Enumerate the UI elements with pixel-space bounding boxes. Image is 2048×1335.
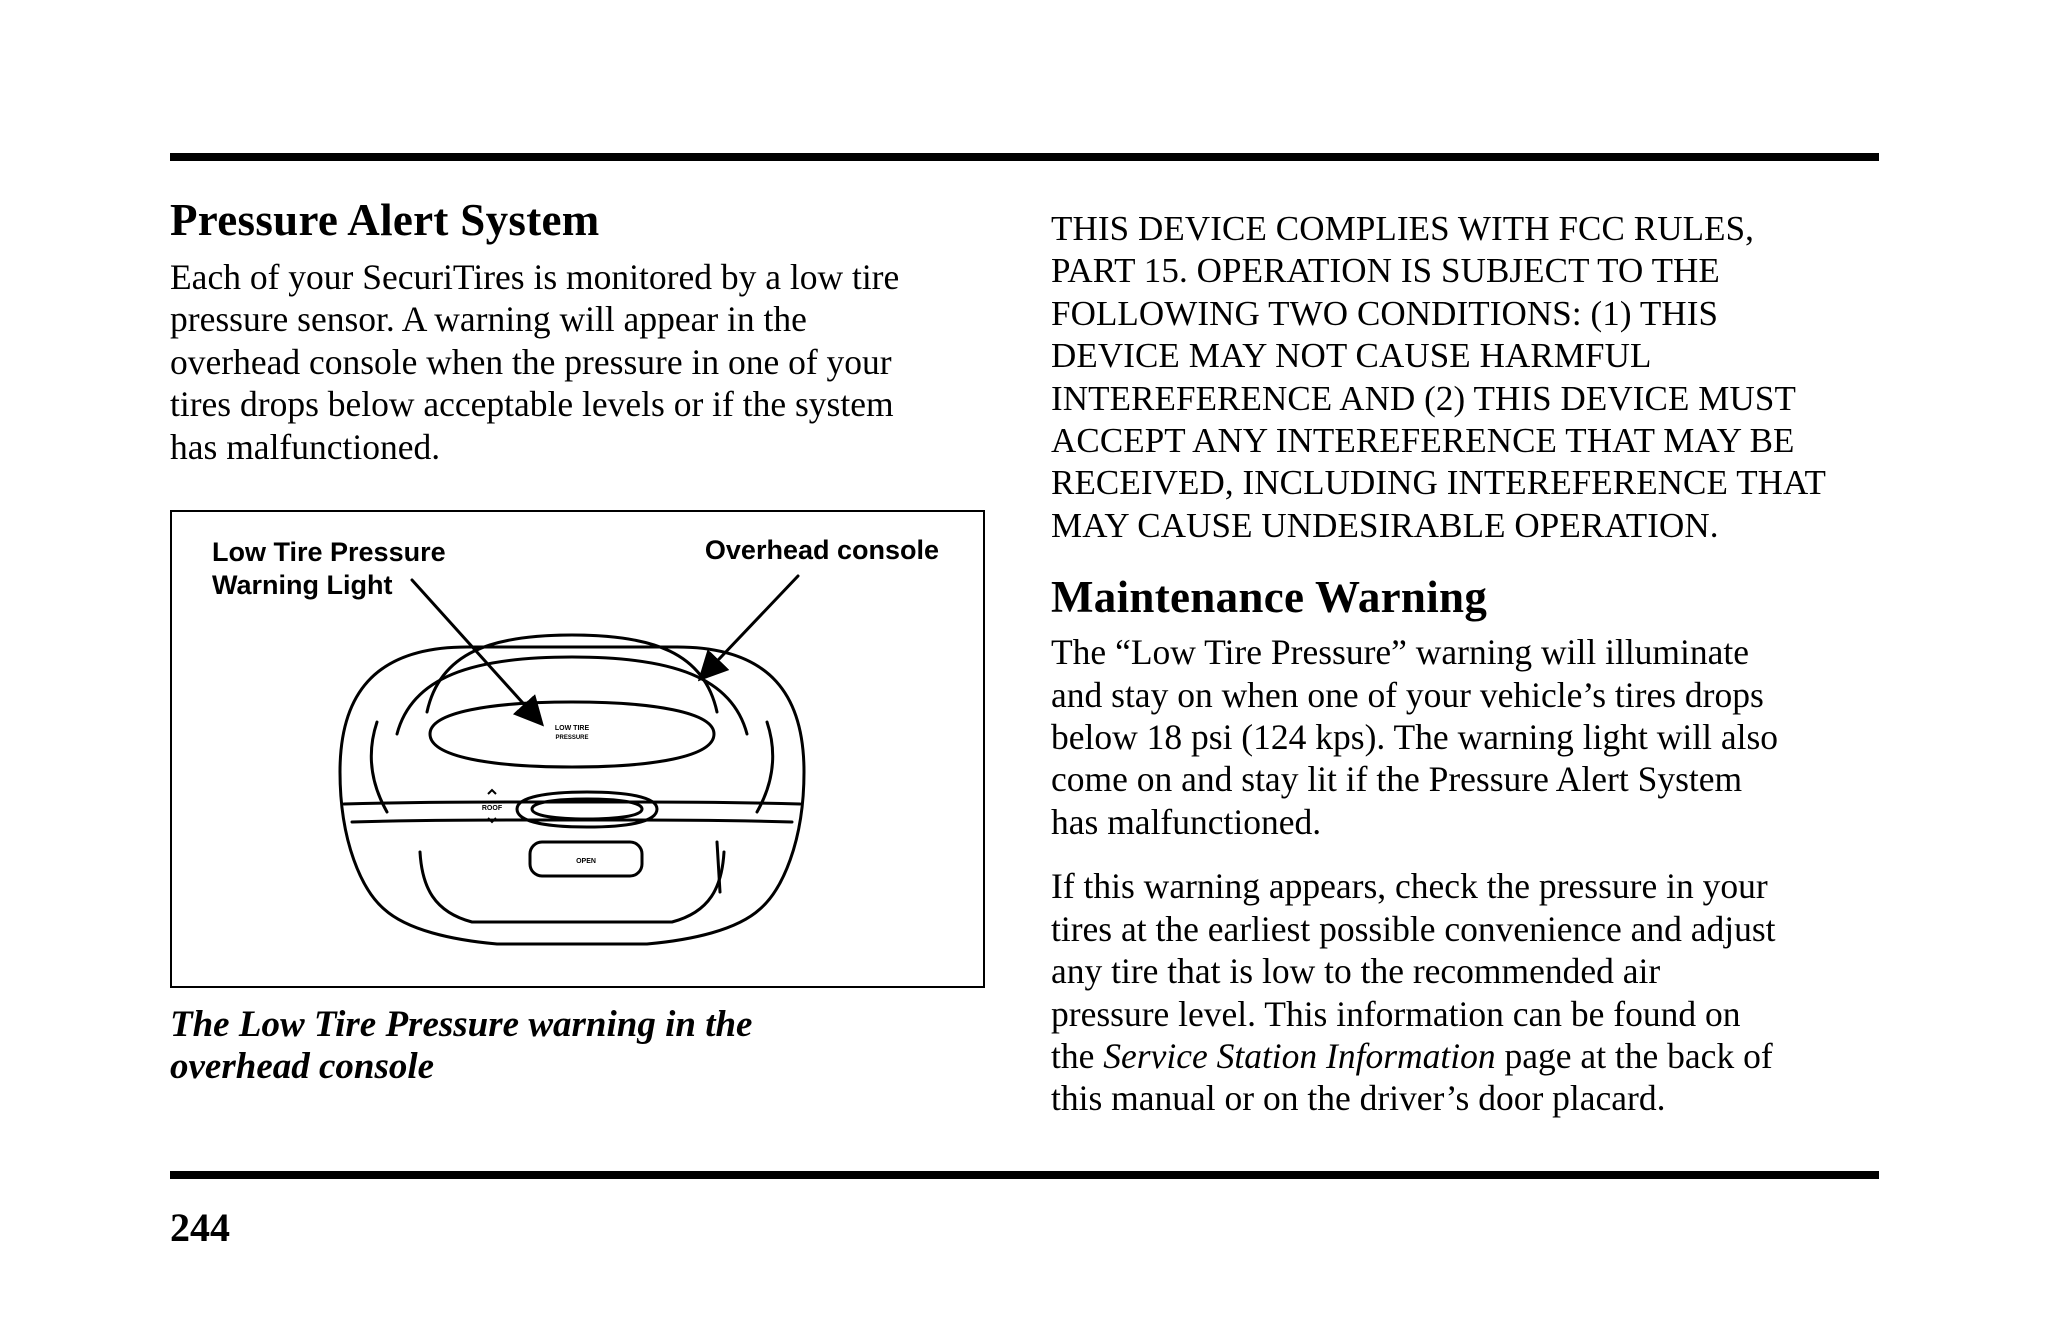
roof-label: ROOF <box>481 805 503 813</box>
right-column <box>1051 208 1881 1120</box>
top-rule <box>170 153 1879 161</box>
bottom-rule <box>170 1171 1879 1179</box>
figure-caption <box>170 1004 985 1089</box>
para1-line: below 18 psi (124 kps). The warning light will also <box>1051 717 1779 758</box>
para2-line5-after: page at the back of <box>1495 1035 1773 1076</box>
roof-switch <box>517 792 657 827</box>
para1-line: and stay on when one of your vehicle’s tires drops <box>1051 674 1764 715</box>
para1-line: has malfunctioned. <box>1051 801 1322 842</box>
page-number: 244 <box>170 1205 230 1250</box>
para2-line: tires at the earliest possible convenience and adjust <box>1051 908 1776 949</box>
para2-line: any tire that is low to the recommended air <box>1051 951 1661 992</box>
console-outer-shell <box>340 647 804 944</box>
pressure-alert-heading: Pressure Alert System <box>170 195 600 245</box>
intro-line: tires drops below acceptable levels or if the system <box>170 384 894 425</box>
overhead-console-illustration <box>172 512 983 986</box>
para2-line: If this warning appears, check the pressure in your <box>1051 866 1768 907</box>
label-line: Low Tire Pressure <box>212 537 446 568</box>
fcc-line: RECEIVED, INCLUDING INTEREFERENCE THAT <box>1051 463 1827 503</box>
maintenance-para-2 <box>1051 865 1881 1119</box>
service-station-information-reference: Service Station Information <box>1103 1035 1496 1076</box>
intro-line: pressure sensor. A warning will appear in the <box>170 299 807 340</box>
caption-line: overhead console <box>170 1046 435 1088</box>
open-label: OPEN <box>576 858 596 866</box>
intro-line: Each of your SecuriTires is monitored by a low tire <box>170 257 900 297</box>
fcc-line: FOLLOWING TWO CONDITIONS: (1) THIS <box>1051 293 1719 333</box>
display-text-bottom: PRESSURE <box>555 735 589 742</box>
fcc-line: ACCEPT ANY INTEREFERENCE THAT MAY BE <box>1051 421 1795 461</box>
label-line: Warning Light <box>212 570 393 601</box>
overhead-console-label: Overhead console <box>704 535 939 566</box>
para2-line: this manual or on the driver’s door placard. <box>1051 1078 1666 1119</box>
para2-line <box>1051 1035 1881 1077</box>
left-column <box>170 190 985 1089</box>
maintenance-para-1 <box>1051 631 1881 843</box>
fcc-line: INTEREFERENCE AND (2) THIS DEVICE MUST <box>1051 378 1796 418</box>
pressure-alert-intro <box>170 256 985 468</box>
intro-line: has malfunctioned. <box>170 426 441 467</box>
caption-line: The Low Tire Pressure warning in the <box>170 1004 753 1046</box>
fcc-line: MAY CAUSE UNDESIRABLE OPERATION. <box>1051 505 1719 545</box>
console-seam <box>344 802 800 804</box>
fcc-line: THIS DEVICE COMPLIES WITH FCC RULES, <box>1051 209 1754 248</box>
maintenance-warning-heading: Maintenance Warning <box>1051 572 1488 623</box>
fcc-notice <box>1051 208 1881 547</box>
overhead-console-figure <box>170 510 985 988</box>
display-text-top: LOW TIRE <box>554 725 590 733</box>
para2-line: pressure level. This information can be found on <box>1051 993 1741 1034</box>
para1-line: The “Low Tire Pressure” warning will illuminate <box>1051 632 1750 673</box>
fcc-line: PART 15. OPERATION IS SUBJECT TO THE <box>1051 251 1720 291</box>
para2-line5-before: the <box>1051 1035 1104 1076</box>
intro-line: overhead console when the pressure in one of your <box>170 341 892 382</box>
fcc-line: DEVICE MAY NOT CAUSE HARMFUL <box>1051 336 1652 376</box>
para1-line: come on and stay lit if the Pressure Alert System <box>1051 759 1743 800</box>
